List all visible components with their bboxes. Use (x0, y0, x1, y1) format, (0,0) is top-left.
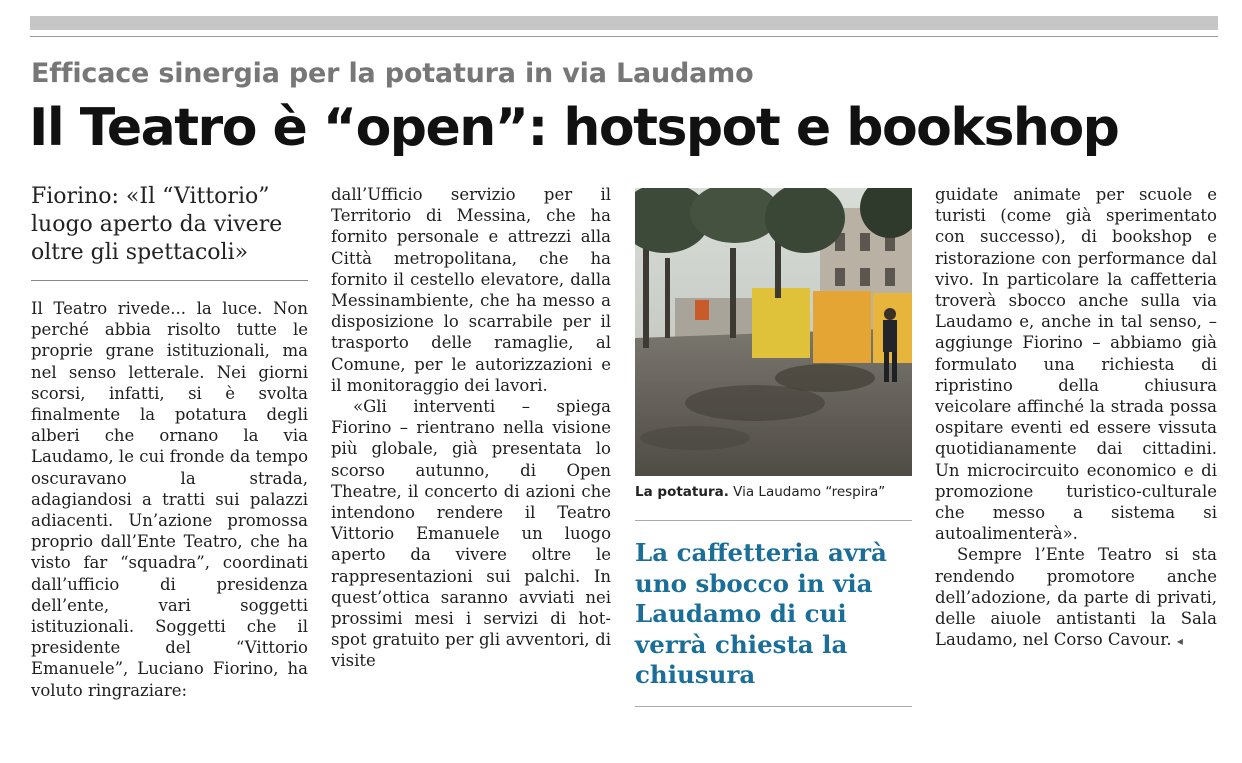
headline: Il Teatro è “open”: hotspot e bookshop (29, 98, 1119, 158)
header-rule (30, 36, 1218, 37)
paragraph-text: Sempre l’Ente Teatro si sta rendendo promotore anche dell’adozione, da parte di privati, delle aiuole antistanti la Sala Laudamo, nel Corso Cavour. (935, 545, 1217, 650)
end-mark-icon: ◂ (1176, 634, 1183, 649)
caption-bold: La potatura. (635, 484, 729, 500)
photo-illustration (635, 188, 912, 476)
kicker: Efficace sinergia per la potatura in via Laudamo (31, 58, 754, 89)
photo-caption (635, 484, 915, 500)
caption-rule (635, 520, 912, 521)
column-2 (331, 184, 611, 672)
header-gray-bar (30, 16, 1218, 30)
pull-quote-rule (635, 706, 912, 707)
pull-quote: La caffetteria avrà uno sbocco in via Laudamo di cui verrà chiesta la chiusura (635, 538, 887, 689)
paragraph: guidate animate per scuole e turisti (come già sperimentato con successo), di bookshop e ristorazione con performance dal vivo. In particolare la caffetteria troverà sbocco anche sulla via Laudamo e, anche in tal senso, – aggiunge Fiorino – abbiamo già formulato una richiesta di ripristino della chiusura veicolare affinché la strada possa ospitare eventi ed essere vissuta quotidianamente dai cittadini. Un microcircuito economico e di promozione turistico-culturale che messo a sistema si autoalimenterà». (935, 185, 1217, 544)
paragraph: dall’Ufficio servizio per il Territorio di Messina, che ha fornito personale e attrezzi alla Città metropolitana, che ha fornito il cestello elevatore, dalla Messinambiente, che ha messo a disposizione lo scarrabile per il trasporto delle ramaglie, al Comune, per le autorizzazioni e il monitoraggio dei lavori. (331, 185, 611, 395)
street-pruning-photo (635, 188, 912, 476)
subhead-rule (31, 280, 308, 281)
paragraph (935, 544, 1217, 652)
caption-text: Via Laudamo “respira” (733, 484, 886, 500)
column-4 (935, 184, 1217, 652)
paragraph: Il Teatro rivede... la luce. Non perché abbia risolto tutte le proprie grane istituzionali, ma nel senso letterale. Nei giorni scorsi, infatti, si è svolta finalmente la potatura degli alberi che ornano la via Laudamo, le cui fronde da tempo oscuravano la strada, adagiandosi a tratti sui palazzi adiacenti. Un’azione promossa proprio dall’Ente Teatro, che ha visto far “squadra”, coordinati dall’ufficio di presidenza dell’ente, vari soggetti istituzionali. Soggetti che il presidente del “Vittorio Emanuele”, Luciano Fiorino, ha voluto ringraziare: (31, 299, 308, 700)
subheadline: Fiorino: «Il “Vittorio” luogo aperto da vivere oltre gli spettacoli» (31, 184, 283, 265)
paragraph: «Gli interventi – spiega Fiorino – rientrano nella visione più globale, già presentata lo scorso autunno, di Open Theatre, il concerto di azioni che intendono rendere il Teatro Vittorio Emanuele un luogo aperto da vivere oltre le rappresentazioni sui palchi. In quest’ottica saranno avviati nei prossimi mesi i servizi di hot-spot gratuito per gli avventori, di visite (331, 397, 611, 671)
column-1 (31, 298, 308, 701)
